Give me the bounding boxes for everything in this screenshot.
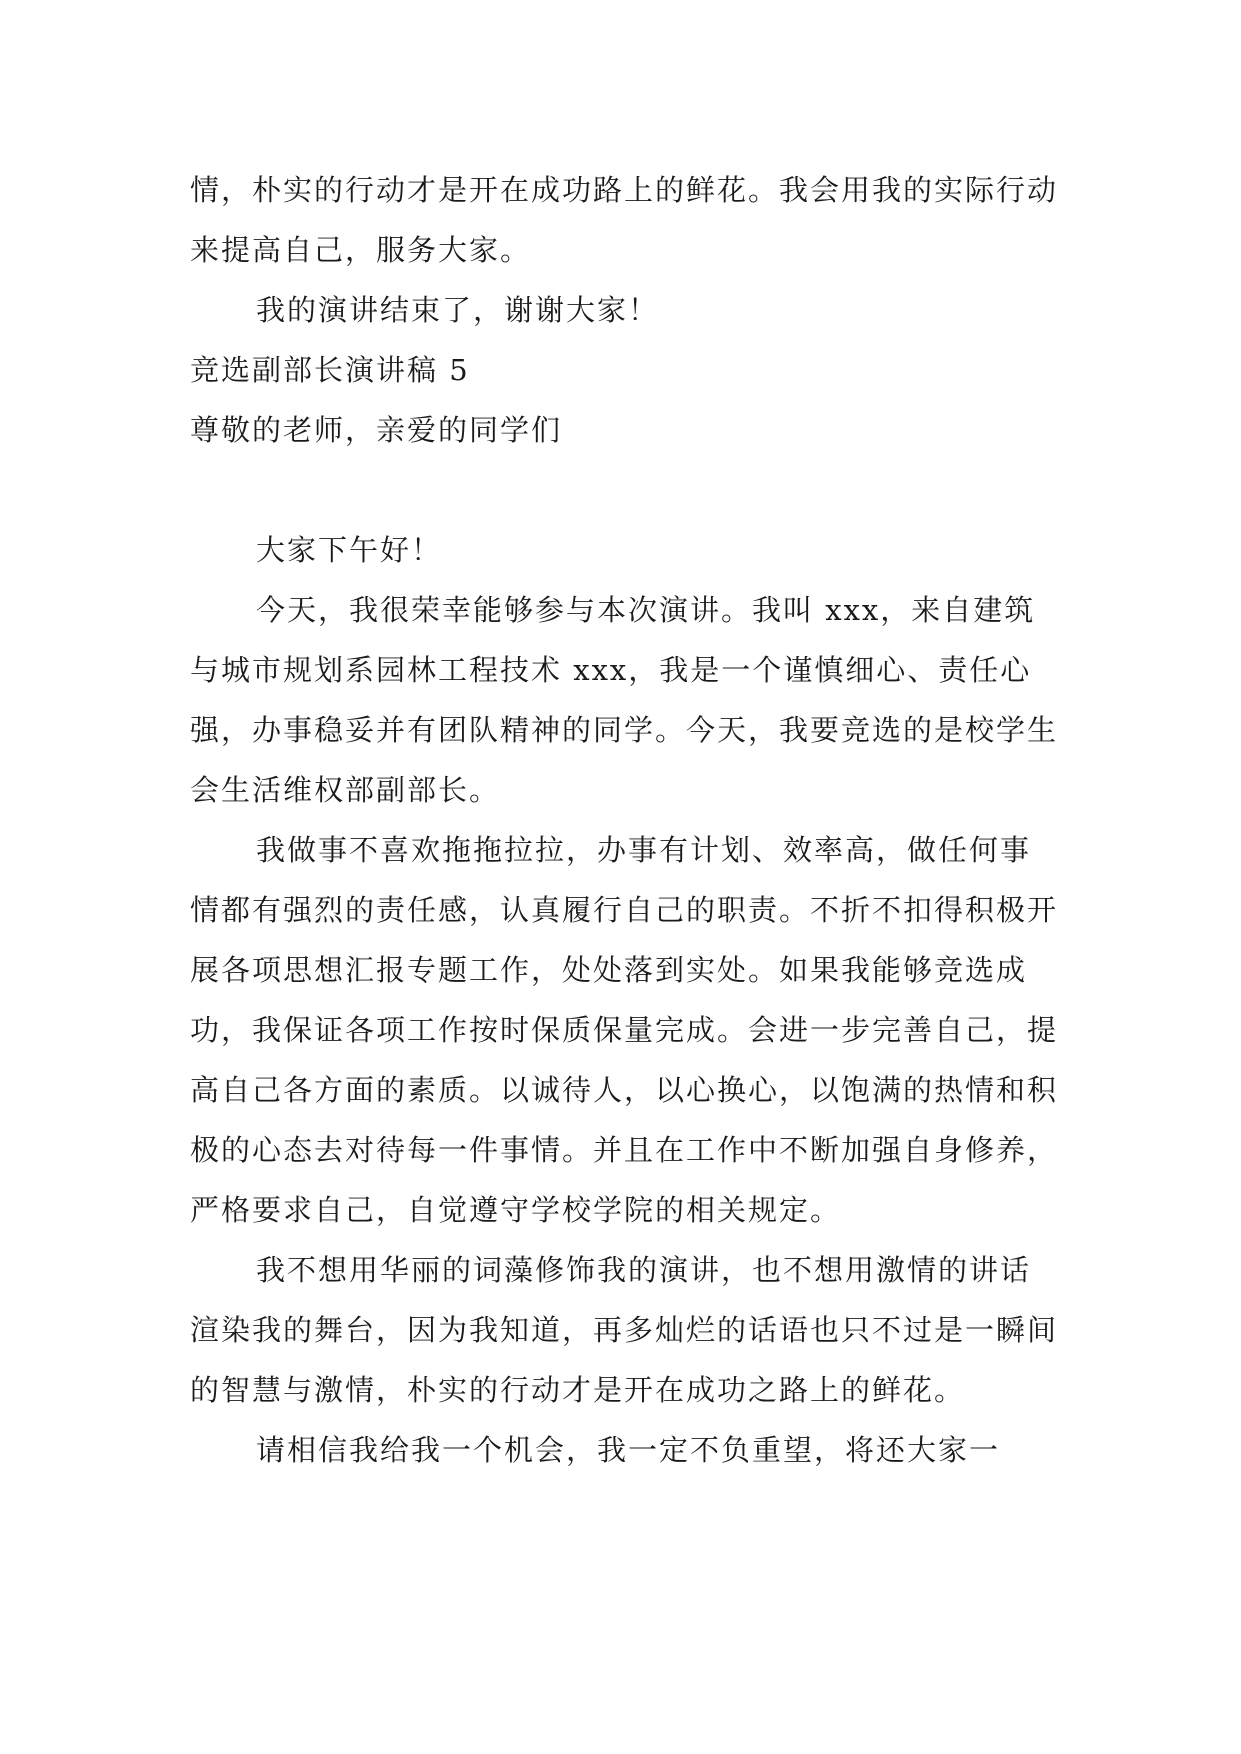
paragraph-request: 请相信我给我一个机会，我一定不负重望，将还大家一 xyxy=(256,1433,1001,1467)
section-heading: 竞选副部长演讲稿 5 xyxy=(190,353,470,387)
greeting: 大家下午好！ xyxy=(256,533,443,567)
paragraph-continuation: 情，朴实的行动才是开在成功路上的鲜花。我会用我的实际行动来提高自己，服务大家。 xyxy=(190,173,1059,267)
salutation: 尊敬的老师，亲爱的同学们 xyxy=(190,413,563,447)
paragraph-qualities: 我做事不喜欢拖拖拉拉，办事有计划、效率高，做任何事情都有强烈的责任感，认真履行自己的职责。不折不扣得积极开展各项思想汇报专题工作，处处落到实处。如果我能够竞选成功，我保证各项工作按时保质保量完成。会进一步完善自己，提高自己各方面的素质。以诚待人，以心换心，以饱满的热情和积极的心态去对待每一件事情。并且在工作中不断加强自身修养，严格要求自己，自觉遵守学校学院的相关规定。 xyxy=(190,833,1059,1227)
paragraph-introduction: 今天，我很荣幸能够参与本次演讲。我叫 xxx，来自建筑与城市规划系园林工程技术 xxx，我是一个谨慎细心、责任心强，办事稳妥并有团队精神的同学。今天，我要竞选的是校学生会生活维权部副部长。 xyxy=(190,593,1059,807)
document-body xyxy=(190,160,1060,1480)
paragraph-closing: 我的演讲结束了，谢谢大家！ xyxy=(256,293,660,327)
paragraph-sincerity: 我不想用华丽的词藻修饰我的演讲，也不想用激情的讲话渲染我的舞台，因为我知道，再多灿烂的话语也只不过是一瞬间的智慧与激情，朴实的行动才是开在成功之路上的鲜花。 xyxy=(190,1253,1059,1407)
blank-line xyxy=(190,460,1060,520)
